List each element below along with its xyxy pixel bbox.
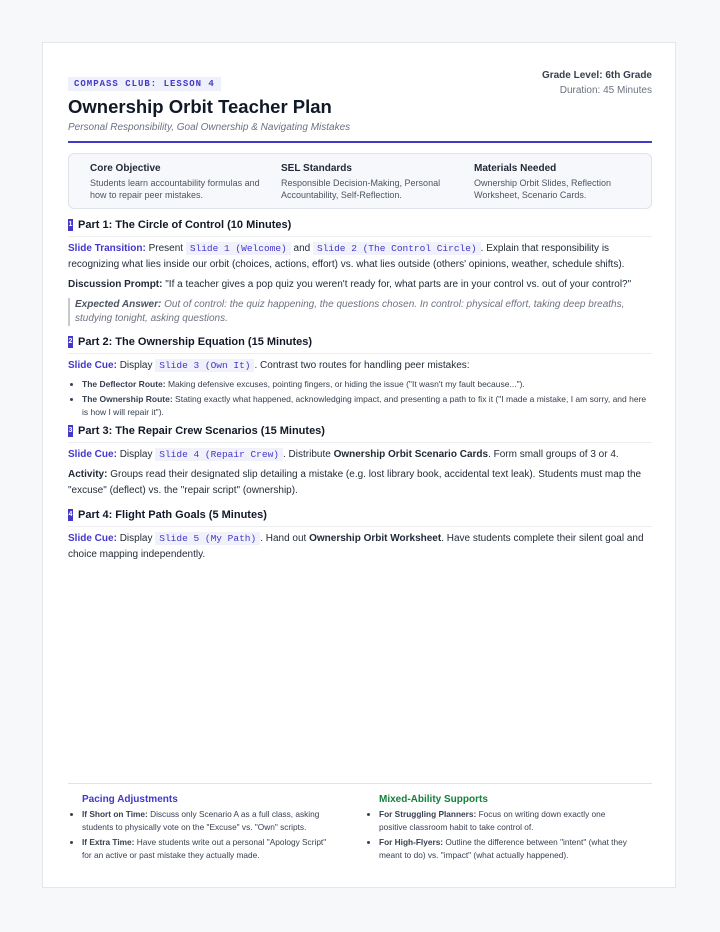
item-text: Have students write out a personal "Apology Script" for an active or past mistake they actually made.: [82, 837, 327, 860]
part-2-section: [68, 336, 652, 419]
pacing-title: Pacing Adjustments: [82, 794, 178, 805]
summary-materials: [474, 163, 644, 201]
grade-level: Grade Level: 6th Grade: [541, 70, 652, 81]
text: . Form small groups of 3 or 4.: [488, 449, 619, 460]
part-title: Part 4: Flight Path Goals (5 Minutes): [78, 509, 267, 521]
part-number-badge: 2: [68, 336, 73, 348]
part-4-section: [68, 509, 652, 563]
footer-section: [68, 783, 652, 860]
cue-label: Slide Cue:: [68, 533, 117, 544]
slide-reference: Slide 1 (Welcome): [186, 242, 291, 255]
part-title: Part 2: The Ownership Equation (15 Minutes): [78, 336, 313, 348]
discussion-prompt: [68, 277, 652, 293]
summary-core-objective: [90, 163, 260, 201]
slide-reference: Slide 4 (Repair Crew): [155, 448, 283, 461]
list-item: [379, 836, 635, 862]
summary-title: Materials Needed: [474, 163, 557, 174]
slide-cue: [68, 358, 652, 374]
text: . Contrast two routes for handling peer mistakes:: [254, 360, 470, 371]
list-item: [379, 808, 635, 834]
page-content: [68, 70, 652, 563]
slide-transition: [68, 241, 652, 273]
item-text: Discuss only Scenario A as a full class, asking students to physically vote on the "Excuse" vs. "Own" scripts.: [82, 809, 320, 832]
page-subtitle: Personal Responsibility, Goal Ownership & Navigating Mistakes: [68, 122, 351, 133]
summary-text: Students learn accountability formulas and how to repair peer mistakes.: [90, 178, 260, 200]
header-divider: [68, 141, 652, 143]
route-list: [68, 378, 652, 419]
item-label: For Struggling Planners:: [379, 809, 477, 819]
item-label: For High-Flyers:: [379, 837, 444, 847]
item-label: The Deflector Route:: [82, 379, 166, 389]
part-number-badge: 4: [68, 509, 73, 521]
cue-label: Slide Cue:: [68, 360, 117, 371]
item-text: Stating exactly what happened, acknowledging impact, and presenting a path to fix it ("I made a mistake, I am sorry, and here is how I will repair it").: [82, 394, 647, 417]
part-4-heading: [68, 509, 652, 527]
text: Display: [119, 533, 153, 544]
activity: [68, 467, 652, 499]
answer-label: Expected Answer:: [75, 299, 162, 310]
summary-box: [68, 153, 652, 209]
supports-title: Mixed-Ability Supports: [379, 794, 488, 805]
slide-cue: [68, 447, 652, 463]
text: . Explain that responsibility is recognizing what lies inside our orbit (choices, actions, effort) vs. what lies outside (others' opinions, weather, schedule shifts).: [68, 243, 625, 270]
text: . Hand out: [260, 533, 307, 544]
lesson-tag: COMPASS CLUB: LESSON 4: [68, 77, 221, 91]
summary-title: Core Objective: [90, 163, 161, 174]
text: Display: [119, 360, 153, 371]
list-item: [82, 808, 338, 834]
material-name: Ownership Orbit Worksheet: [309, 533, 442, 544]
text: and: [293, 243, 311, 254]
activity-label: Activity:: [68, 469, 108, 480]
item-label: If Short on Time:: [82, 809, 148, 819]
summary-text: Ownership Orbit Slides, Reflection Worksheet, Scenario Cards.: [474, 178, 612, 200]
text: Present: [148, 243, 184, 254]
item-label: The Ownership Route:: [82, 394, 173, 404]
text: Display: [119, 449, 153, 460]
cue-label: Slide Cue:: [68, 449, 117, 460]
material-name: Ownership Orbit Scenario Cards: [333, 449, 489, 460]
part-1-heading: [68, 219, 652, 237]
text: . Have students complete their silent goal and choice mapping independently.: [68, 533, 644, 560]
supports-list: [365, 808, 635, 862]
duration: Duration: 45 Minutes: [559, 85, 652, 96]
part-3-heading: [68, 425, 652, 443]
page-title: Ownership Orbit Teacher Plan: [68, 96, 332, 117]
slide-cue: [68, 531, 652, 563]
slide-reference: Slide 3 (Own It): [155, 359, 254, 372]
answer-text: Out of control: the quiz happening, the questions chosen. In control: physical effort, taking deep breaths, studying tonight, asking questions.: [75, 299, 625, 324]
slide-reference: Slide 5 (My Path): [155, 532, 260, 545]
summary-text: Responsible Decision-Making, Personal Accountability, Self-Reflection.: [281, 178, 441, 200]
list-item: [82, 836, 338, 862]
list-item: [82, 393, 652, 419]
part-number-badge: 3: [68, 425, 73, 437]
mixed-ability-supports: [365, 794, 635, 864]
part-title: Part 3: The Repair Crew Scenarios (15 Minutes): [78, 425, 325, 437]
expected-answer: [68, 298, 652, 326]
pacing-list: [68, 808, 338, 862]
part-1-section: [68, 219, 652, 326]
part-title: Part 1: The Circle of Control (10 Minutes): [78, 219, 292, 231]
list-item: [82, 378, 652, 391]
text: . Distribute: [283, 449, 331, 460]
item-text: Outline the difference between "intent" (what they meant to do) vs. "impact" (what actually happened).: [379, 837, 627, 860]
item-text: Making defensive excuses, pointing fingers, or hiding the issue ("It wasn't my fault because...").: [167, 379, 525, 389]
summary-sel-standards: [281, 163, 451, 201]
part-2-heading: [68, 336, 652, 354]
item-text: Focus on writing down exactly one positive classroom habit to take control of.: [379, 809, 606, 832]
prompt-label: Discussion Prompt:: [68, 279, 163, 290]
slide-reference: Slide 2 (The Control Circle): [313, 242, 481, 255]
part-number-badge: 1: [68, 219, 73, 231]
header: [68, 70, 652, 143]
prompt-text: "If a teacher gives a pop quiz you weren't ready for, what parts are in your control vs. out of your control?": [165, 279, 632, 290]
pacing-adjustments: [68, 794, 338, 864]
item-label: If Extra Time:: [82, 837, 135, 847]
activity-text: Groups read their designated slip detailing a mistake (e.g. lost library book, accidental text leak). Students must map the "excuse" (deflect) vs. the "repair script" (ownership).: [68, 469, 642, 496]
header-meta: [541, 70, 652, 96]
summary-title: SEL Standards: [281, 163, 352, 174]
cue-label: Slide Transition:: [68, 243, 146, 254]
part-3-section: [68, 425, 652, 499]
lesson-plan-page: [42, 42, 676, 888]
